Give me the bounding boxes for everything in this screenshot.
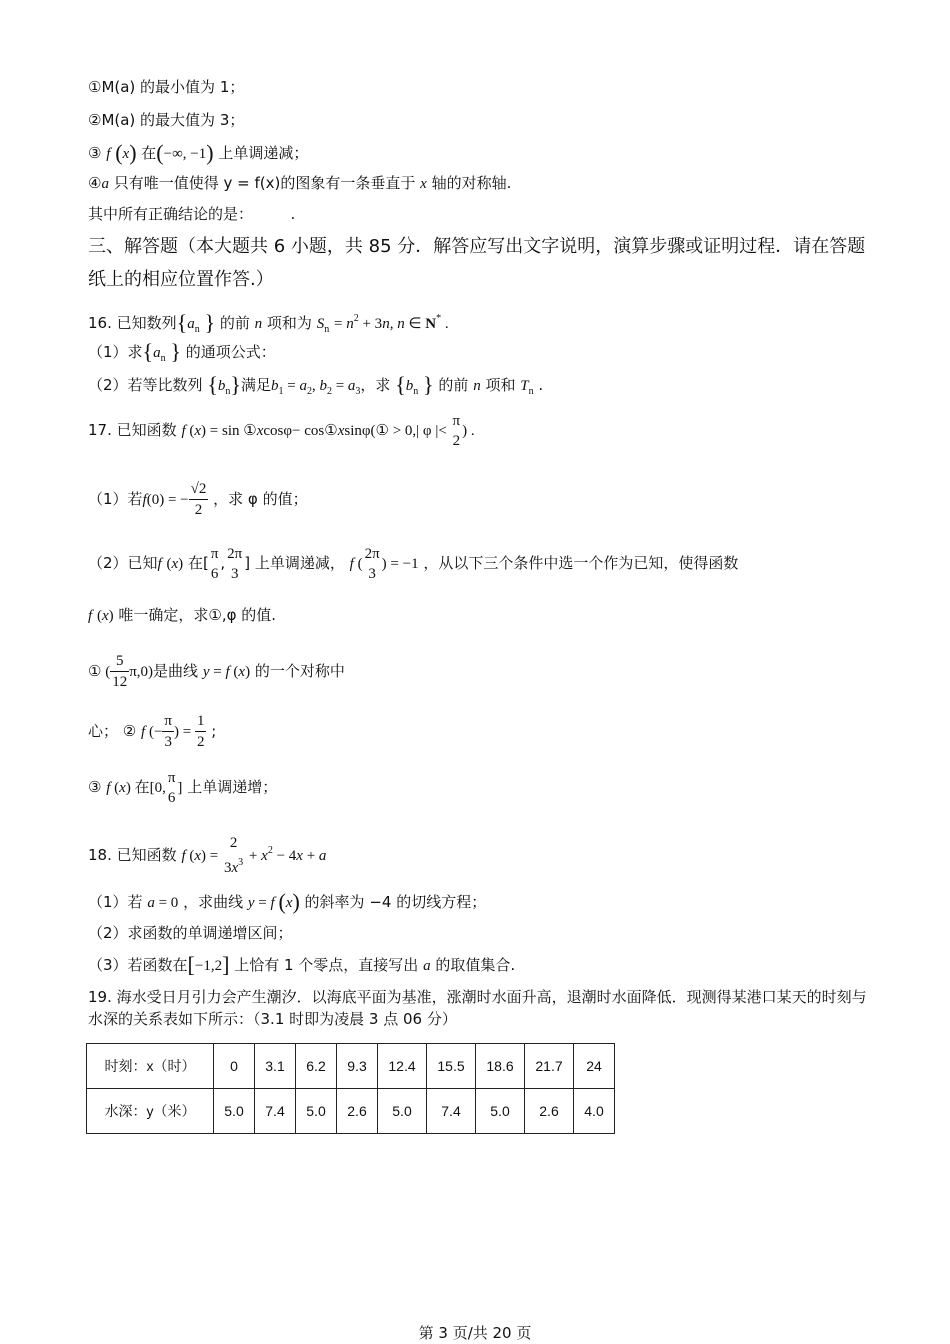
q17-part1: （1）若f(0) = − $\frac{√2}{2}$ ，求 φ 的值； — [88, 481, 308, 518]
table-cell: 2.6 — [337, 1089, 378, 1134]
table-cell: 21.7 — [525, 1044, 574, 1089]
conclusion-line: 其中所有正确结论的是： . — [88, 205, 296, 223]
q17-condition-1: ① ( $\frac{5}{12}$ π,0)是曲线 y = f (x) 的一个对称中 — [88, 653, 345, 690]
table-cell: 15.5 — [427, 1044, 476, 1089]
row-header-depth: 水深：y（米） — [87, 1089, 214, 1134]
table-cell: 12.4 — [378, 1044, 427, 1089]
section-3-heading: 三、解答题（本大题共 6 小题，共 85 分．解答应写出文字说明，演算步骤或证明过程．请在答题纸上的相应位置作答.） — [88, 236, 866, 290]
q17-part2: （2）已知f (x) 在[ π 6 , 2π 3 ] 上单调递减， f ( 2π 3 ) = −1 ，从以下三个条件中选一个作为已知，使得函数 — [88, 545, 739, 582]
item-3: ③ f (x) 在(−∞, −1) 上单调递减； — [88, 140, 309, 165]
tide-table — [86, 1043, 615, 1134]
table-cell: 7.4 — [427, 1089, 476, 1134]
table-cell: 6.2 — [296, 1044, 337, 1089]
table-cell: 18.6 — [476, 1044, 525, 1089]
item-1: ①M(a) 的最小值为 1； — [88, 78, 245, 96]
table-cell: 2.6 — [525, 1089, 574, 1134]
table-cell: 9.3 — [337, 1044, 378, 1089]
q18-part3: （3）若函数在[−1,2] 上恰有 1 个零点，直接写出 a 的取值集合. — [88, 952, 516, 977]
table-cell: 4.0 — [574, 1089, 615, 1134]
item-4: ④a 只有唯一值使得 y = f(x)的图象有一条垂直于 x 轴的对称轴. — [88, 174, 512, 192]
q18-part2: （2）求函数的单调递增区间； — [88, 924, 293, 942]
table-row — [87, 1044, 615, 1089]
q17-condition-2: 心； ② f (− $\frac{\pi}{3}$ ) = $\frac{1}{2}$ ; — [88, 713, 217, 750]
page-footer: 第 3 页/共 20 页 — [418, 1324, 532, 1342]
q17-part2-line2: f (x) 唯一确定，求①,φ 的值. — [88, 606, 277, 624]
q17-condition-3: ③ f (x) 在[0, π 6 ] 上单调递增； — [88, 769, 278, 806]
q17-stem: 17. 已知函数 f (x) = sin ①xcosφ− cos①xsinφ(① > 0,| φ |< π 2 ) . — [88, 412, 475, 449]
q16-part1: （1）求{$a_n$ } 的通项公式： — [88, 339, 276, 364]
table-cell: 24 — [574, 1044, 615, 1089]
q19-stem: 19. 海水受日月引力会产生潮汐．以海底平面为基准，涨潮时水面升高，退潮时水面降低．现测得某港口某天的时刻与水深的关系表如下所示：（3.1 时即为凌晨 3 点 06 分） — [88, 988, 867, 1028]
table-cell: 5.0 — [378, 1089, 427, 1134]
table-cell: 3.1 — [255, 1044, 296, 1089]
q18-stem: 18. 已知函数 f (x) = 2 $3x^3$ + $x^2 - 4x + a$ — [88, 835, 327, 876]
row-header-time: 时刻：x（时） — [87, 1044, 214, 1089]
q16-stem: 16. 已知数列{$a_n$ } 的前 n 项和为 $S_n = n^2 + 3n$, n ∈ N* . — [88, 310, 449, 335]
table-cell: 7.4 — [255, 1089, 296, 1134]
q16-part2: （2）若等比数列 $\{b_n\}$满足$b_1 = a_2$, $b_2 = a_3$，求 {$b_n$ } 的前 n 项和 $T_n$ . — [88, 372, 544, 397]
table-cell: 5.0 — [476, 1089, 525, 1134]
q18-part1: （1）若 a = 0 ，求曲线 y = f (x) 的斜率为 −4 的切线方程； — [88, 889, 487, 914]
table-row — [87, 1089, 615, 1134]
item-2: ②M(a) 的最大值为 3； — [88, 111, 245, 129]
table-cell: 5.0 — [296, 1089, 337, 1134]
table-cell: 0 — [214, 1044, 255, 1089]
table-cell: 5.0 — [214, 1089, 255, 1134]
